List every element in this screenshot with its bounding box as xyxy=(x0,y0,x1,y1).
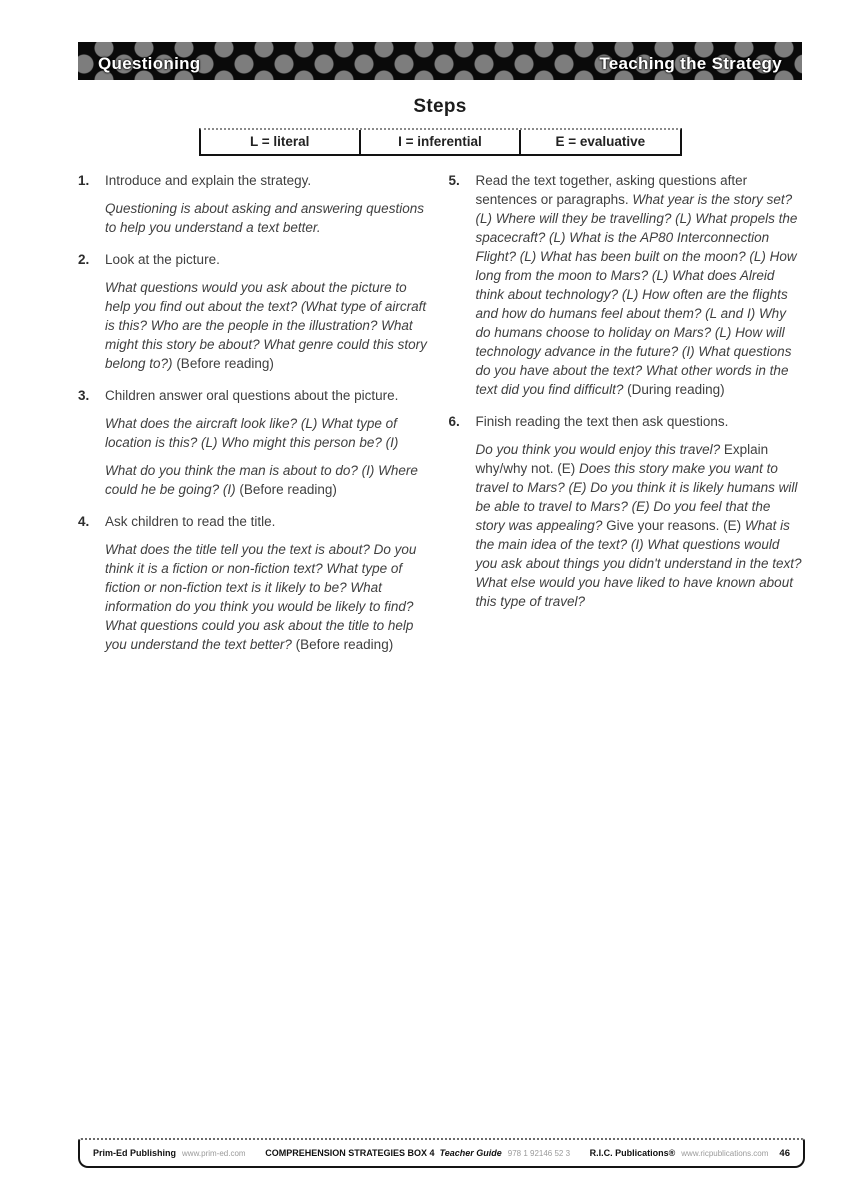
instruction-text: (Before reading) xyxy=(295,637,394,652)
footer-publisher-left-name: Prim-Ed Publishing xyxy=(93,1148,177,1158)
step-example-questions xyxy=(105,278,432,373)
example-question-text: What do you think the man is about to do? (I) Where could he be going? (I) xyxy=(105,463,418,497)
step-item xyxy=(449,412,803,611)
step-number: 2. xyxy=(78,252,90,267)
step-instruction xyxy=(105,386,432,405)
step-item xyxy=(78,171,432,237)
step-instruction xyxy=(476,171,803,399)
step-example-questions xyxy=(105,199,432,237)
banner-left-title: Questioning xyxy=(98,54,201,73)
instruction-text: Introduce and explain the strategy. xyxy=(105,173,312,188)
footer-left-publisher xyxy=(93,1148,246,1158)
steps-column-left xyxy=(78,171,432,667)
step-instruction xyxy=(105,512,432,531)
footer-publisher-right-url: www.ricpublications.com xyxy=(681,1148,769,1158)
step-body xyxy=(105,171,432,237)
step-instruction xyxy=(105,250,432,269)
example-question-text: What does the title tell you the text is about? Do you think it is a fiction or non-fiction text? What type of fiction or non-fiction text is it likely to be? What information do you think you would be likely to find? What questions could you ask about the title to help you understand the text better? xyxy=(105,542,417,652)
step-example-questions xyxy=(105,461,432,499)
step-instruction xyxy=(105,171,432,190)
steps-column-right xyxy=(449,171,803,667)
step-body xyxy=(105,250,432,373)
footer xyxy=(78,1138,805,1168)
step-example-questions xyxy=(105,414,432,452)
instruction-text: Children answer oral questions about the picture. xyxy=(105,388,399,403)
step-item xyxy=(78,250,432,373)
step-body xyxy=(105,386,432,499)
instruction-text: Give your reasons. (E) xyxy=(606,518,745,533)
step-example-questions xyxy=(105,540,432,654)
footer-isbn: 978 1 92146 52 3 xyxy=(507,1149,571,1158)
step-body xyxy=(105,512,432,654)
instruction-text: (Before reading) xyxy=(239,482,337,497)
legend-cell-evaluative: E = evaluative xyxy=(519,130,679,154)
footer-page-number: 46 xyxy=(779,1147,790,1159)
example-question-text: What year is the story set? (L) Where will they be travelling? (L) What propels the spacecraft? (L) What is the AP80 Interconnection Flight? (L) What has been built on the moon? (L) How long from the moon to Mars? (L) What does Alreid think about technology? (L) How often are the flights and how do humans feel about them? (L and I) Why do humans choose to holiday on Mars? (L) How will technology advance in the future? (I) What questions do you have about the text? What other words in the text did you find difficult? xyxy=(475,192,798,397)
footer-right-publisher xyxy=(590,1148,790,1159)
example-question-text: Questioning is about asking and answering questions to help you understand a text better. xyxy=(105,201,424,235)
page xyxy=(78,42,802,667)
step-number: 3. xyxy=(78,388,90,403)
step-example-questions xyxy=(476,440,803,611)
step-item xyxy=(449,171,803,399)
legend-cell-inferential: I = inferential xyxy=(359,130,519,154)
example-question-text: Do you think you would enjoy this travel? xyxy=(475,442,724,457)
step-instruction xyxy=(476,412,803,431)
footer-series-title: COMPREHENSION STRATEGIES BOX 4 xyxy=(265,1148,435,1158)
footer-series-subtitle: Teacher Guide xyxy=(439,1148,502,1158)
example-question-text: What questions would you ask about the picture to help you find out about the text? (What type of aircraft is this? Who are the people in the illustration? What might this story be about? What genre could this story belong to?) xyxy=(105,280,427,371)
instruction-text: Explain why/why not. (E) xyxy=(475,442,769,476)
steps-columns xyxy=(78,171,802,667)
step-number: 1. xyxy=(78,173,90,188)
example-question-text: What is the main idea of the text? (I) What questions would you ask about things you didn't understand in the text? What else would you have liked to have known about this type of travel? xyxy=(475,518,802,609)
step-item xyxy=(78,386,432,499)
step-body xyxy=(476,171,803,399)
footer-publisher-left-url: www.prim-ed.com xyxy=(182,1149,246,1158)
instruction-text: Finish reading the text then ask questions. xyxy=(475,414,729,429)
example-question-text: What does the aircraft look like? (L) What type of location is this? (L) Who might this person be? (I) xyxy=(105,416,399,450)
header-banner xyxy=(78,42,802,80)
step-number: 5. xyxy=(448,173,460,188)
instruction-text: Ask children to read the title. xyxy=(105,514,276,529)
instruction-text: (Before reading) xyxy=(176,356,274,371)
step-number: 6. xyxy=(448,414,460,429)
legend-cell-literal: L = literal xyxy=(249,134,310,149)
instruction-text: Read the text together, asking questions after sentences or paragraphs. xyxy=(475,173,748,207)
step-item xyxy=(78,512,432,654)
step-number: 4. xyxy=(78,514,90,529)
example-question-text: Does this story make you want to travel to Mars? (E) Do you think it is likely humans will be able to travel to Mars? (E) Do you feel that the story was appealing? xyxy=(475,461,798,533)
footer-series xyxy=(265,1148,570,1158)
page-title: Steps xyxy=(413,96,467,117)
legend-table xyxy=(199,128,682,156)
instruction-text: (During reading) xyxy=(627,382,725,397)
footer-publisher-right-name: R.I.C. Publications® xyxy=(589,1147,676,1158)
step-body xyxy=(476,412,803,611)
instruction-text: Look at the picture. xyxy=(105,252,220,267)
banner-right-title: Teaching the Strategy xyxy=(599,54,782,73)
